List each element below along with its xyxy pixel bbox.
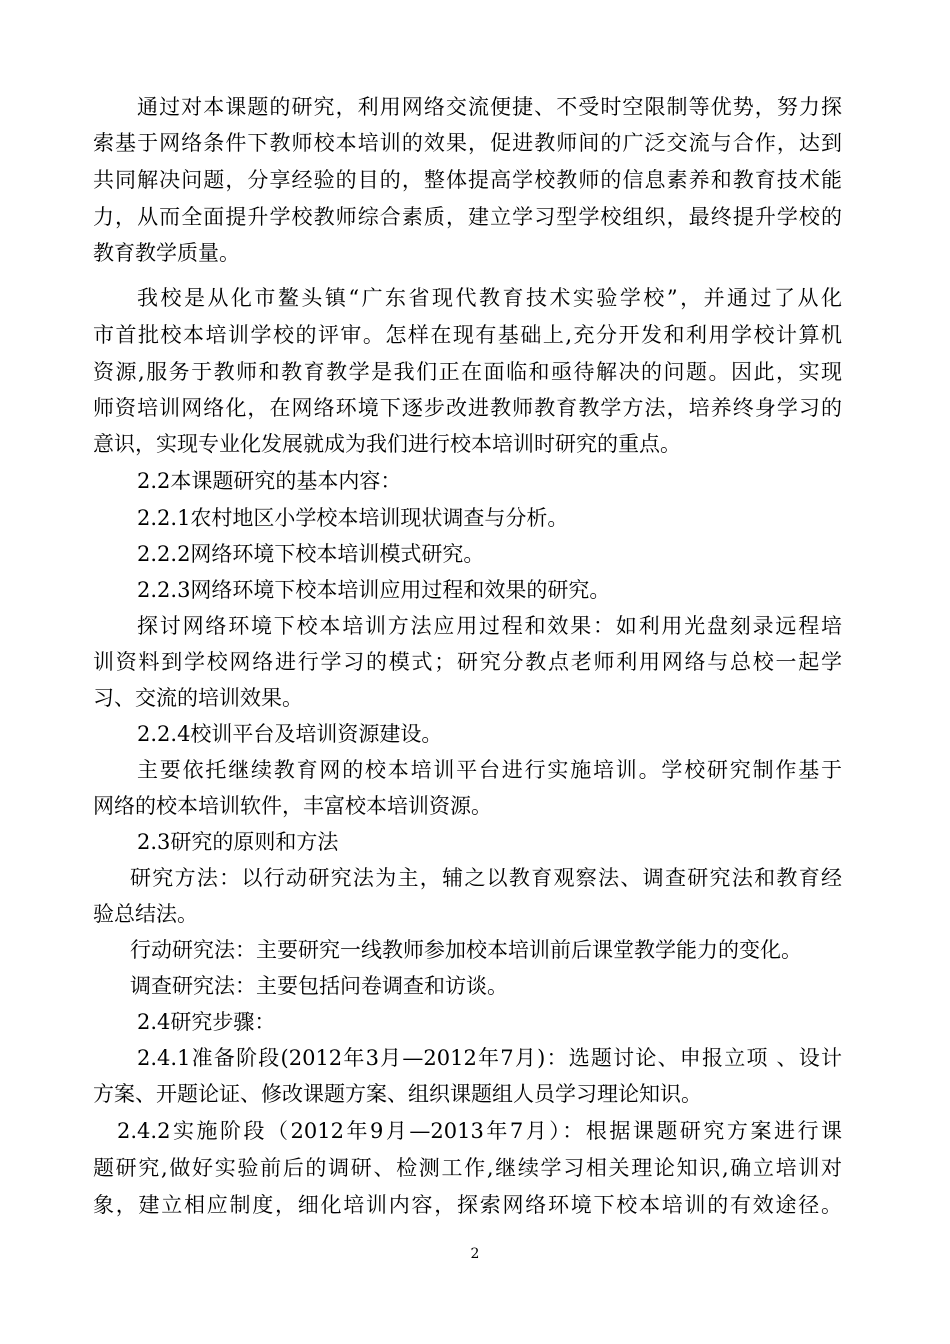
paragraph-line: 调查研究法：主要包括问卷调查和访谈。 bbox=[130, 974, 508, 998]
section-heading: 2.3研究的原则和方法 bbox=[137, 830, 339, 854]
paragraph-line: 探讨网络环境下校本培训方法应用过程和效果：如利用光盘刻录远程培 bbox=[137, 614, 842, 638]
paragraph-line: 训资料到学校网络进行学习的模式；研究分教点老师利用网络与总校一起学 bbox=[93, 650, 842, 674]
paragraph-line: 市首批校本培训学校的评审。怎样在现有基础上,充分开发和利用学校计算机 bbox=[93, 323, 842, 347]
paragraph-line: 资源,服务于教师和教育教学是我们正在面临和亟待解决的问题。因此，实现 bbox=[93, 360, 842, 384]
paragraph-line: 题研究,做好实验前后的调研、检测工作,继续学习相关理论知识,确立培训对 bbox=[93, 1156, 842, 1180]
paragraph-line: 2.4.2实施阶段（2012年9月—2013年7月）：根据课题研究方案进行课 bbox=[117, 1119, 842, 1143]
paragraph-line: 行动研究法：主要研究一线教师参加校本培训前后课堂教学能力的变化。 bbox=[130, 938, 802, 962]
paragraph-line: 索基于网络条件下教师校本培训的效果，促进教师间的广泛交流与合作，达到 bbox=[93, 131, 842, 155]
paragraph-line: 意识，实现专业化发展就成为我们进行校本培训时研究的重点。 bbox=[93, 432, 681, 456]
subsection-heading: 2.2.3网络环境下校本培训应用过程和效果的研究。 bbox=[137, 578, 611, 602]
subsection-heading: 2.2.4校训平台及培训资源建设。 bbox=[137, 722, 443, 746]
paragraph-line: 共同解决问题，分享经验的目的，整体提高学校教师的信息素养和教育技术能 bbox=[93, 168, 842, 192]
paragraph-line: 力，从而全面提升学校教师综合素质，建立学习型学校组织，最终提升学校的 bbox=[93, 205, 842, 229]
section-heading: 2.2本课题研究的基本内容： bbox=[137, 469, 402, 493]
subsection-heading: 2.2.1农村地区小学校本培训现状调查与分析。 bbox=[137, 506, 569, 530]
paragraph-line: 师资培训网络化，在网络环境下逐步改进教师教育教学方法，培养终身学习的 bbox=[93, 396, 842, 420]
paragraph-line: 通过对本课题的研究，利用网络交流便捷、不受时空限制等优势，努力探 bbox=[137, 95, 842, 119]
paragraph-line: 2.4.1准备阶段(2012年3月—2012年7月)：选题讨论、申报立项 、设计 bbox=[137, 1046, 842, 1070]
paragraph-line: 验总结法。 bbox=[93, 902, 198, 926]
paragraph-line: 方案、开题论证、修改课题方案、组织课题组人员学习理论知识。 bbox=[93, 1082, 702, 1106]
paragraph-line: 主要依托继续教育网的校本培训平台进行实施培训。学校研究制作基于 bbox=[137, 758, 842, 782]
paragraph-line: 研究方法：以行动研究法为主，辅之以教育观察法、调查研究法和教育经 bbox=[130, 866, 842, 890]
section-heading: 2.4研究步骤： bbox=[137, 1010, 276, 1034]
page-number: 2 bbox=[470, 1246, 480, 1262]
paragraph-line: 教育教学质量。 bbox=[93, 241, 240, 265]
paragraph-line: 网络的校本培训软件，丰富校本培训资源。 bbox=[93, 794, 492, 818]
paragraph-line: 象，建立相应制度，细化培训内容，探索网络环境下校本培训的有效途径。 bbox=[93, 1193, 842, 1217]
subsection-heading: 2.2.2网络环境下校本培训模式研究。 bbox=[137, 542, 485, 566]
paragraph-line: 我校是从化市鳌头镇“广东省现代教育技术实验学校”，并通过了从化 bbox=[137, 286, 842, 310]
paragraph-line: 习、交流的培训效果。 bbox=[93, 686, 303, 710]
